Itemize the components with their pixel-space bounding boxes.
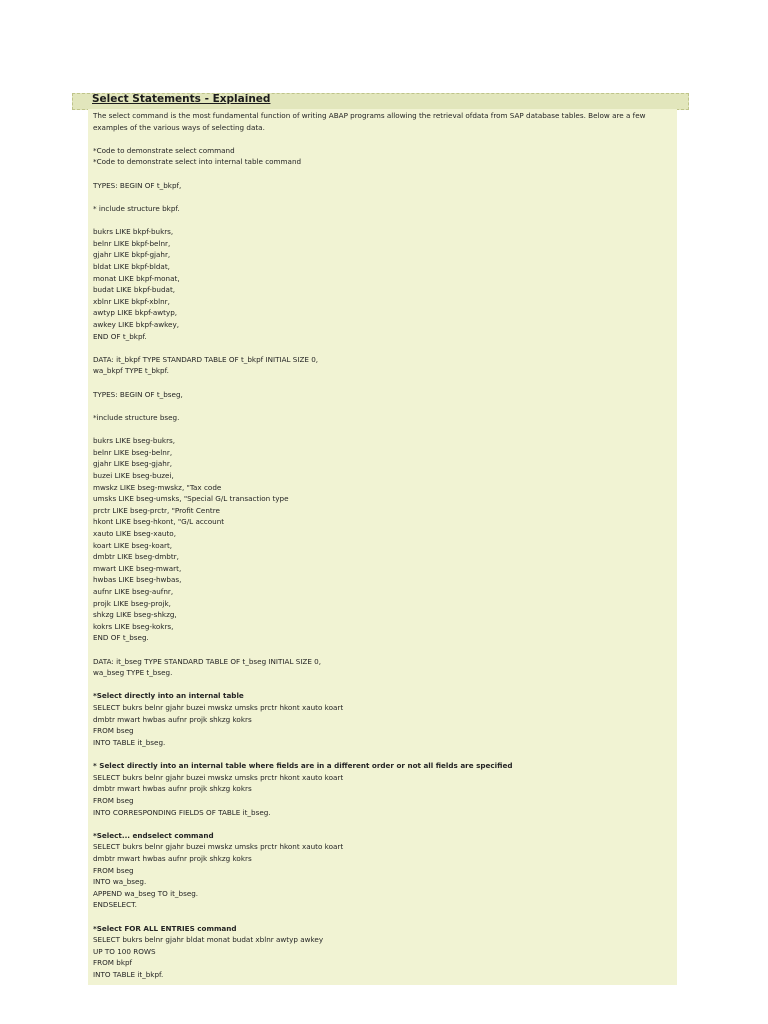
blank-line: [93, 818, 673, 830]
text-line: shkzg LIKE bseg-shkzg,: [93, 610, 177, 620]
text-line: belnr LIKE bseg-belnr,: [93, 447, 173, 457]
text-line: INTO wa_bseg.: [93, 877, 147, 887]
blank-line: [93, 679, 673, 691]
text-line: wa_bkpf TYPE t_bkpf.: [93, 366, 169, 376]
text-line: APPEND wa_bseg TO it_bseg.: [93, 888, 199, 898]
text-line: examples of the various ways of selecting data.: [93, 122, 265, 132]
page-title: Select Statements - Explained: [92, 93, 271, 105]
code-listing: [93, 110, 673, 981]
blank-line: [93, 377, 673, 389]
blank-line: [93, 911, 673, 923]
text-line: dmbtr mwart hwbas aufnr projk shkzg kokrs: [93, 714, 252, 724]
text-line: SELECT bukrs belnr gjahr bldat monat budat xblnr awtyp awkey: [93, 935, 324, 945]
section-heading: * Select directly into an internal table where fields are in a different order or not all fields are specified: [93, 761, 513, 771]
section-heading: *Select FOR ALL ENTRIES command: [93, 923, 237, 933]
text-line: DATA: it_bkpf TYPE STANDARD TABLE OF t_bkpf INITIAL SIZE 0,: [93, 354, 319, 364]
text-line: INTO TABLE it_bkpf.: [93, 970, 164, 980]
blank-line: [93, 342, 673, 354]
text-line: prctr LIKE bseg-prctr, "Profit Centre: [93, 505, 220, 515]
text-line: FROM bseg: [93, 795, 134, 805]
section-heading: *Select directly into an internal table: [93, 691, 244, 701]
text-line: mwskz LIKE bseg-mwskz, "Tax code: [93, 482, 222, 492]
text-line: bukrs LIKE bkpf-bukrs,: [93, 227, 174, 237]
text-line: UP TO 100 ROWS: [93, 946, 156, 956]
text-line: dmbtr mwart hwbas aufnr projk shkzg kokrs: [93, 854, 252, 863]
text-line: mwart LIKE bseg-mwart,: [93, 563, 182, 573]
text-line: kokrs LIKE bseg-kokrs,: [93, 621, 174, 631]
text-line: awtyp LIKE bkpf-awtyp,: [93, 308, 178, 318]
text-line: ENDSELECT.: [93, 900, 137, 910]
text-line: monat LIKE bkpf-monat,: [93, 273, 180, 283]
text-line: SELECT bukrs belnr gjahr buzei mwskz umsks prctr hkont xauto koart: [93, 842, 344, 852]
text-line: xblnr LIKE bkpf-xblnr,: [93, 296, 170, 306]
text-line: *Code to demonstrate select command: [93, 145, 235, 155]
text-line: DATA: it_bseg TYPE STANDARD TABLE OF t_bseg INITIAL SIZE 0,: [93, 656, 322, 666]
blank-line: [93, 644, 673, 656]
text-line: FROM bseg: [93, 726, 134, 736]
text-line: END OF t_bseg.: [93, 633, 149, 643]
text-line: belnr LIKE bkpf-belnr,: [93, 238, 171, 248]
text-line: SELECT bukrs belnr gjahr buzei mwskz umsks prctr hkont xauto koart: [93, 772, 344, 782]
section-heading: *Select... endselect command: [93, 830, 214, 840]
text-line: umsks LIKE bseg-umsks, "Special G/L transaction type: [93, 494, 289, 504]
blank-line: [93, 191, 673, 203]
text-line: bldat LIKE bkpf-bldat,: [93, 261, 170, 271]
text-line: TYPES: BEGIN OF t_bseg,: [93, 389, 183, 399]
text-line: wa_bseg TYPE t_bseg.: [93, 668, 173, 678]
text-line: buzei LIKE bseg-buzei,: [93, 470, 174, 480]
blank-line: [93, 214, 673, 226]
text-line: projk LIKE bseg-projk,: [93, 598, 171, 608]
text-line: The select command is the most fundamental function of writing ABAP programs allowing the retrieval ofdata from SAP database tables. Below are a few: [93, 111, 646, 120]
text-line: gjahr LIKE bseg-gjahr,: [93, 459, 173, 469]
blank-line: [93, 749, 673, 761]
text-line: hkont LIKE bseg-hkont, "G/L account: [93, 517, 225, 527]
text-line: xauto LIKE bseg-xauto,: [93, 528, 176, 538]
text-line: koart LIKE bseg-koart,: [93, 540, 173, 550]
text-line: TYPES: BEGIN OF t_bkpf,: [93, 180, 182, 190]
blank-line: [93, 133, 673, 145]
text-line: *Code to demonstrate select into internal table command: [93, 157, 302, 167]
text-line: INTO CORRESPONDING FIELDS OF TABLE it_bseg.: [93, 807, 271, 817]
text-line: bukrs LIKE bseg-bukrs,: [93, 436, 176, 446]
text-line: gjahr LIKE bkpf-gjahr,: [93, 250, 171, 260]
text-line: FROM bkpf: [93, 958, 133, 968]
text-line: budat LIKE bkpf-budat,: [93, 285, 176, 295]
text-line: FROM bseg: [93, 865, 134, 875]
blank-line: [93, 168, 673, 180]
blank-line: [93, 400, 673, 412]
blank-line: [93, 423, 673, 435]
text-line: aufnr LIKE bseg-aufnr,: [93, 586, 174, 596]
text-line: dmbtr mwart hwbas aufnr projk shkzg kokrs: [93, 784, 252, 794]
text-line: *include structure bseg.: [93, 412, 180, 422]
text-line: dmbtr LIKE bseg-dmbtr,: [93, 552, 179, 562]
text-line: END OF t_bkpf.: [93, 331, 147, 341]
text-line: SELECT bukrs belnr gjahr buzei mwskz umsks prctr hkont xauto koart: [93, 703, 344, 713]
text-line: INTO TABLE it_bseg.: [93, 737, 166, 747]
text-line: hwbas LIKE bseg-hwbas,: [93, 575, 182, 585]
text-line: * include structure bkpf.: [93, 203, 180, 213]
text-line: awkey LIKE bkpf-awkey,: [93, 319, 179, 329]
